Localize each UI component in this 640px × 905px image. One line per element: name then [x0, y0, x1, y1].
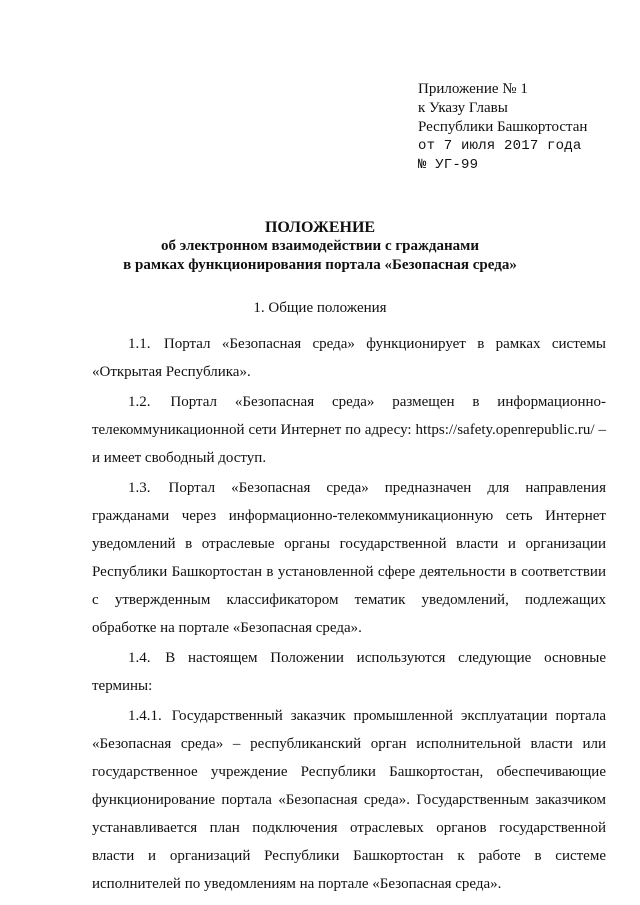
- appendix-decree-number: № УГ-99: [418, 157, 479, 173]
- document-subtitle-line2: в рамках функционирования портала «Безопасная среда»: [123, 257, 517, 273]
- paragraph-number: 1.3.: [128, 480, 151, 496]
- document-title: ПОЛОЖЕНИЕ: [264, 219, 376, 236]
- paragraph-text: Государственный заказчик промышленной эксплуатации портала «Безопасная среда» – республиканский орган исполнительной власти или государственное учреждение Республики Башкортостан, обеспечивающие функционирование портала «Безопасная среда». Государственным заказчиком устанавливается план подключения отраслевых органов государственной власти и организаций Республики Башкортостан к работе в системе исполнителей по уведомлениям на портале «Безопасная среда».: [92, 708, 606, 892]
- paragraph-text: Портал «Безопасная среда» предназначен для направления гражданами через информационно-телекоммуникационную сеть Интернет уведомлений в отраслевые органы государственной власти и организации Республики Башкортостан в установленной сфере деятельности в соответствии с утвержденным классификатором тематик уведомлений, подлежащих обработке на портале «Безопасная среда».: [92, 480, 606, 636]
- appendix-decree: к Указу Главы: [418, 100, 508, 116]
- appendix-republic: Республики Башкортостан: [418, 119, 588, 135]
- paragraph-text: Портал «Безопасная среда» размещен в информационно-телекоммуникационной сети Интернет по адресу: https://safety.openrepublic.ru/ – и имеет свободный доступ.: [92, 394, 607, 466]
- paragraph-number: 1.4.: [128, 650, 151, 666]
- paragraph-1-3: [92, 474, 606, 642]
- paragraph-1-4-1: [92, 702, 606, 898]
- paragraph-number: 1.2.: [128, 394, 151, 410]
- section-heading-general: 1. Общие положения: [253, 300, 387, 316]
- paragraph-1-1: [92, 330, 606, 386]
- paragraph-text: В настоящем Положении используются следующие основные термины:: [92, 650, 606, 694]
- document-title-block: [0, 218, 640, 275]
- appendix-date: от 7 июля 2017 года: [418, 138, 582, 154]
- paragraph-number: 1.4.1.: [128, 708, 162, 724]
- appendix-number: Приложение № 1: [418, 81, 528, 97]
- appendix-block: [418, 80, 618, 175]
- document-body: [92, 330, 606, 900]
- paragraph-number: 1.1.: [128, 336, 151, 352]
- paragraph-1-2: [92, 388, 606, 472]
- paragraph-text: Портал «Безопасная среда» функционирует в рамках системы «Открытая Республика».: [92, 336, 606, 380]
- document-subtitle-line1: об электронном взаимодействии с гражданами: [161, 238, 479, 254]
- paragraph-1-4: [92, 644, 606, 700]
